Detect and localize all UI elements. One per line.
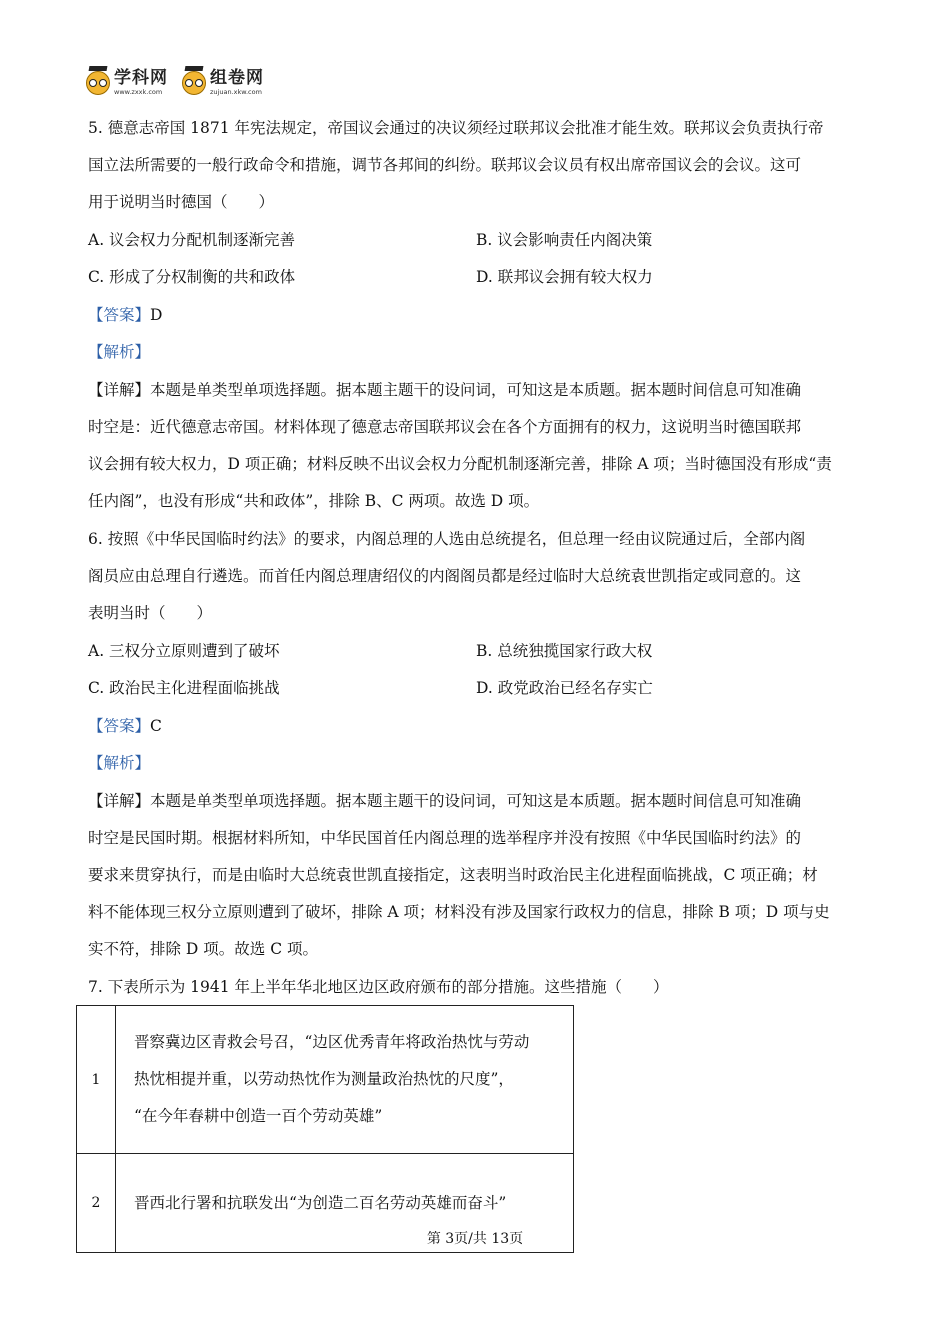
logo-xuekewang[interactable] bbox=[86, 70, 168, 96]
mascot-icon bbox=[86, 71, 110, 95]
q6-detail-line: 时空是民国时期。根据材料所知，中华民国首任内阁总理的选举程序并没有按照《中华民国临时约法》的 bbox=[88, 829, 802, 847]
answer-value: C bbox=[150, 717, 162, 735]
q6-stem-line: 阁员应由总理自行遴选。而首任内阁总理唐绍仪的内阁阁员都是经过临时大总统袁世凯指定或同意的。这 bbox=[88, 567, 802, 585]
q6-detail-line: 要求来贯穿执行，而是由临时大总统袁世凯直接指定，这表明当时政治民主化进程面临挑战，C 项正确；材 bbox=[88, 866, 818, 884]
row-number: 2 bbox=[77, 1154, 116, 1253]
logo-name: 学科网 bbox=[114, 68, 168, 88]
q5-analysis-label: 【解析】 bbox=[88, 343, 151, 361]
q5-stem-line: 5. 德意志帝国 1871 年宪法规定，帝国议会通过的决议须经过联邦议会批准才能生效。联邦议会负责执行帝 bbox=[88, 119, 824, 137]
logo-url: zujuan.xkw.com bbox=[210, 88, 262, 96]
q6-analysis-label: 【解析】 bbox=[88, 754, 151, 772]
row-text-line: 晋西北行署和抗联发出“为创造二百名劳动英雄而奋斗” bbox=[134, 1193, 507, 1212]
answer-label: 【答案】 bbox=[88, 306, 151, 324]
q7-table bbox=[76, 1005, 574, 1253]
row-text-line: 晋察冀边区青救会号召，“边区优秀青年将政治热忱与劳动 bbox=[134, 1033, 530, 1051]
mascot-icon bbox=[182, 71, 206, 95]
q7-stem: 7. 下表所示为 1941 年上半年华北地区边区政府颁布的部分措施。这些措施（ ） bbox=[88, 978, 669, 996]
q5-answer bbox=[88, 305, 162, 325]
row-text-line: 热忱相提并重，以劳动热忱作为测量政治热忱的尺度”， bbox=[134, 1070, 514, 1088]
q5-option-b: B. 议会影响责任内阁决策 bbox=[476, 231, 653, 249]
q6-detail-line: 实不符，排除 D 项。故选 C 项。 bbox=[88, 940, 318, 958]
q5-option-c: C. 形成了分权制衡的共和政体 bbox=[88, 268, 296, 286]
logo-zujuanwang[interactable] bbox=[182, 70, 264, 96]
answer-label: 【答案】 bbox=[88, 717, 151, 735]
page-footer: 第 3页/共 13页 bbox=[426, 1231, 524, 1247]
row-text bbox=[116, 1006, 574, 1154]
q6-detail-line: 【详解】本题是单类型单项选择题。据本题主题干的设问词，可知这是本质题。据本题时间信息可知准确 bbox=[88, 792, 802, 810]
q6-detail-line: 料不能体现三权分立原则遭到了破坏，排除 A 项；材料没有涉及国家行政权力的信息，排除 B 项；D 项与史 bbox=[88, 903, 830, 921]
q5-stem-line: 用于说明当时德国（ ） bbox=[88, 193, 275, 211]
q6-option-c: C. 政治民主化进程面临挑战 bbox=[88, 679, 280, 697]
q6-option-a: A. 三权分立原则遭到了破坏 bbox=[88, 642, 280, 660]
q6-stem-line: 表明当时（ ） bbox=[88, 604, 213, 622]
answer-value: D bbox=[150, 306, 163, 324]
q5-detail-line: 时空是：近代德意志帝国。材料体现了德意志帝国联邦议会在各个方面拥有的权力，这说明当时德国联邦 bbox=[88, 418, 802, 436]
logo-url: www.zxxk.com bbox=[114, 88, 163, 96]
q5-detail-line: 议会拥有较大权力，D 项正确；材料反映不出议会权力分配机制逐渐完善，排除 A 项；当时德国没有形成“责 bbox=[88, 455, 832, 473]
q5-option-d: D. 联邦议会拥有较大权力 bbox=[476, 268, 653, 286]
header-logos bbox=[86, 70, 264, 96]
q5-stem-line: 国立法所需要的一般行政命令和措施，调节各邦间的纠纷。联邦议会议员有权出席帝国议会的会议。这可 bbox=[88, 156, 802, 174]
q6-answer bbox=[88, 716, 162, 736]
q5-detail-line: 【详解】本题是单类型单项选择题。据本题主题干的设问词，可知这是本质题。据本题时间信息可知准确 bbox=[88, 381, 802, 399]
q6-option-d: D. 政党政治已经名存实亡 bbox=[476, 679, 653, 697]
q6-stem-line: 6. 按照《中华民国临时约法》的要求，内阁总理的人选由总统提名，但总理一经由议院通过后，全部内阁 bbox=[88, 530, 806, 548]
row-number: 1 bbox=[77, 1006, 116, 1154]
q5-option-a: A. 议会权力分配机制逐渐完善 bbox=[88, 231, 296, 249]
q6-option-b: B. 总统独揽国家行政大权 bbox=[476, 642, 653, 660]
q5-detail-line: 任内阁”，也没有形成“共和政体”，排除 B、C 两项。故选 D 项。 bbox=[88, 492, 540, 510]
table-row bbox=[77, 1006, 574, 1154]
logo-name: 组卷网 bbox=[210, 68, 264, 88]
row-text-line: “在今年春耕中创造一百个劳动英雄” bbox=[134, 1107, 383, 1125]
